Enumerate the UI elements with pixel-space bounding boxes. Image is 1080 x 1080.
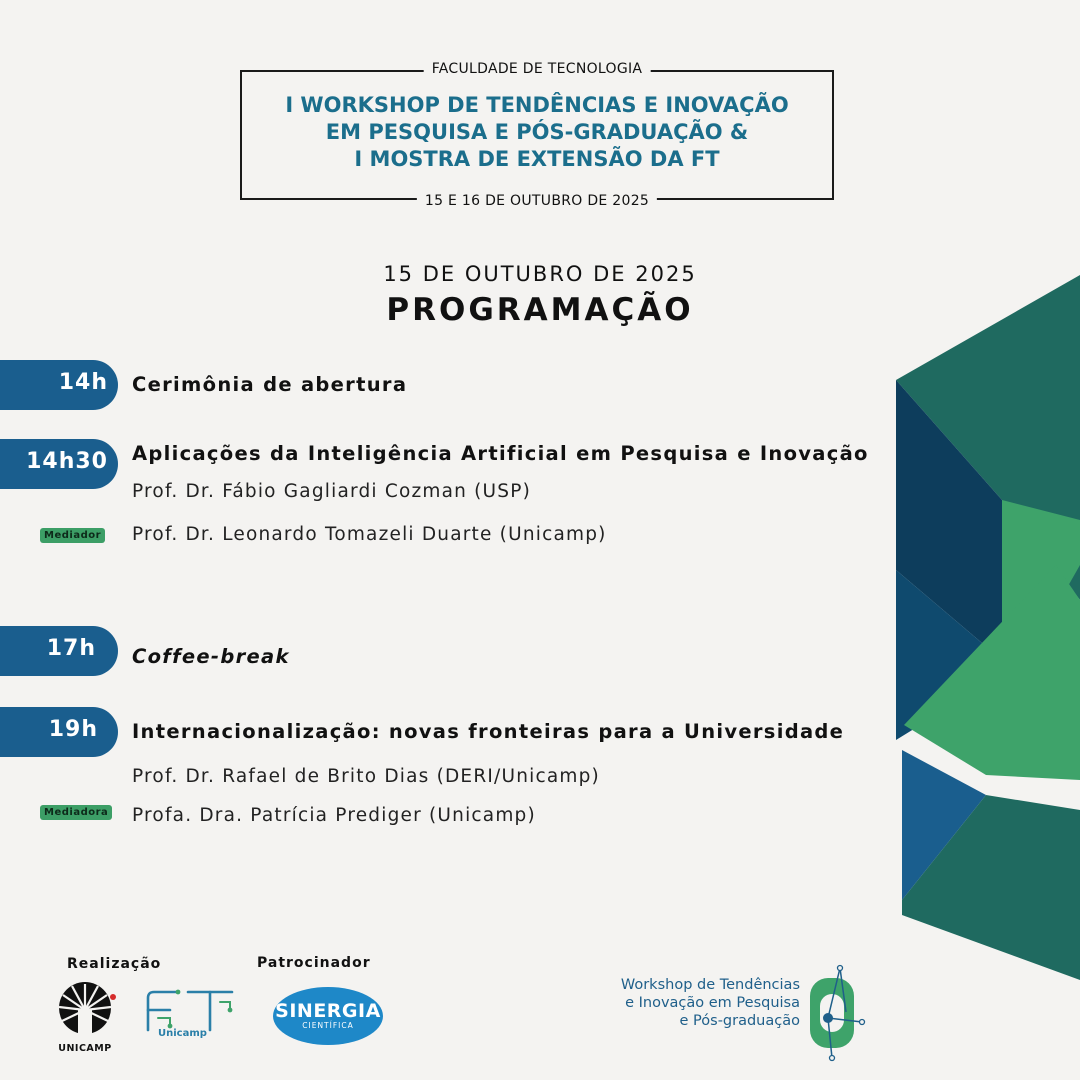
sinergia-cientifica-logo <box>273 987 383 1045</box>
time-pill-19h <box>0 707 118 757</box>
event-dates: 15 E 16 DE OUTUBRO DE 2025 <box>417 193 657 209</box>
event-title-line-1: I WORKSHOP DE TENDÊNCIAS E INOVAÇÃO <box>285 93 789 117</box>
event-title <box>242 92 832 173</box>
workshop-logo-line-1: Workshop de Tendências <box>620 977 800 993</box>
speaker-name: Prof. Dr. Rafael de Brito Dias (DERI/Unicamp) <box>132 766 600 787</box>
unicamp-emblem-icon <box>50 980 120 1036</box>
ft-logo-text: Unicamp <box>158 1028 207 1039</box>
ft-emblem-icon <box>140 988 236 1032</box>
speaker-name: Prof. Dr. Fábio Gagliardi Cozman (USP) <box>132 481 532 502</box>
unicamp-logo <box>50 980 120 1055</box>
sponsor-logo-subtext: CIENTÍFICA <box>302 1021 354 1030</box>
time-label: 17h <box>46 636 96 661</box>
page-title: PROGRAMAÇÃO <box>386 292 694 328</box>
time-pill-14h30 <box>0 439 118 489</box>
decorative-shapes <box>896 270 1080 980</box>
mediator-badge: Mediadora <box>40 805 112 820</box>
event-title-line-2: EM PESQUISA E PÓS-GRADUAÇÃO & <box>325 120 749 144</box>
mediator-name: Prof. Dr. Leonardo Tomazeli Duarte (Unicamp) <box>132 524 607 545</box>
session-title: Cerimônia de abertura <box>132 373 408 396</box>
event-title-line-3: I MOSTRA DE EXTENSÃO DA FT <box>354 147 720 171</box>
unicamp-logo-text: UNICAMP <box>58 1043 112 1054</box>
workshop-logo-line-2: e Inovação em Pesquisa <box>625 995 800 1011</box>
time-pill-17h <box>0 626 118 676</box>
realizacao-label: Realização <box>67 956 162 972</box>
institution-label: FACULDADE DE TECNOLOGIA <box>424 61 651 77</box>
ft-unicamp-logo <box>140 988 236 1044</box>
mediator-badge: Mediador <box>40 528 105 543</box>
time-label: 19h <box>48 717 98 742</box>
workshop-logo-text <box>600 976 800 1030</box>
time-label: 14h <box>58 370 108 395</box>
patrocinador-label: Patrocinador <box>257 955 371 971</box>
session-title: Coffee-break <box>132 645 290 668</box>
time-label: 14h30 <box>26 449 108 474</box>
workshop-logo-line-3: e Pós-graduação <box>679 1013 800 1029</box>
time-pill-14h <box>0 360 118 410</box>
header-frame <box>240 61 834 209</box>
session-title: Aplicações da Inteligência Artificial em Pesquisa e Inovação <box>132 442 869 465</box>
day-date: 15 DE OUTUBRO DE 2025 <box>383 262 697 286</box>
sponsor-logo-text: SINERGIA <box>275 1000 381 1022</box>
session-title: Internacionalização: novas fronteiras para a Universidade <box>132 720 845 743</box>
mediator-name: Profa. Dra. Patrícia Prediger (Unicamp) <box>132 805 536 826</box>
workshop-emblem-icon <box>806 962 868 1066</box>
